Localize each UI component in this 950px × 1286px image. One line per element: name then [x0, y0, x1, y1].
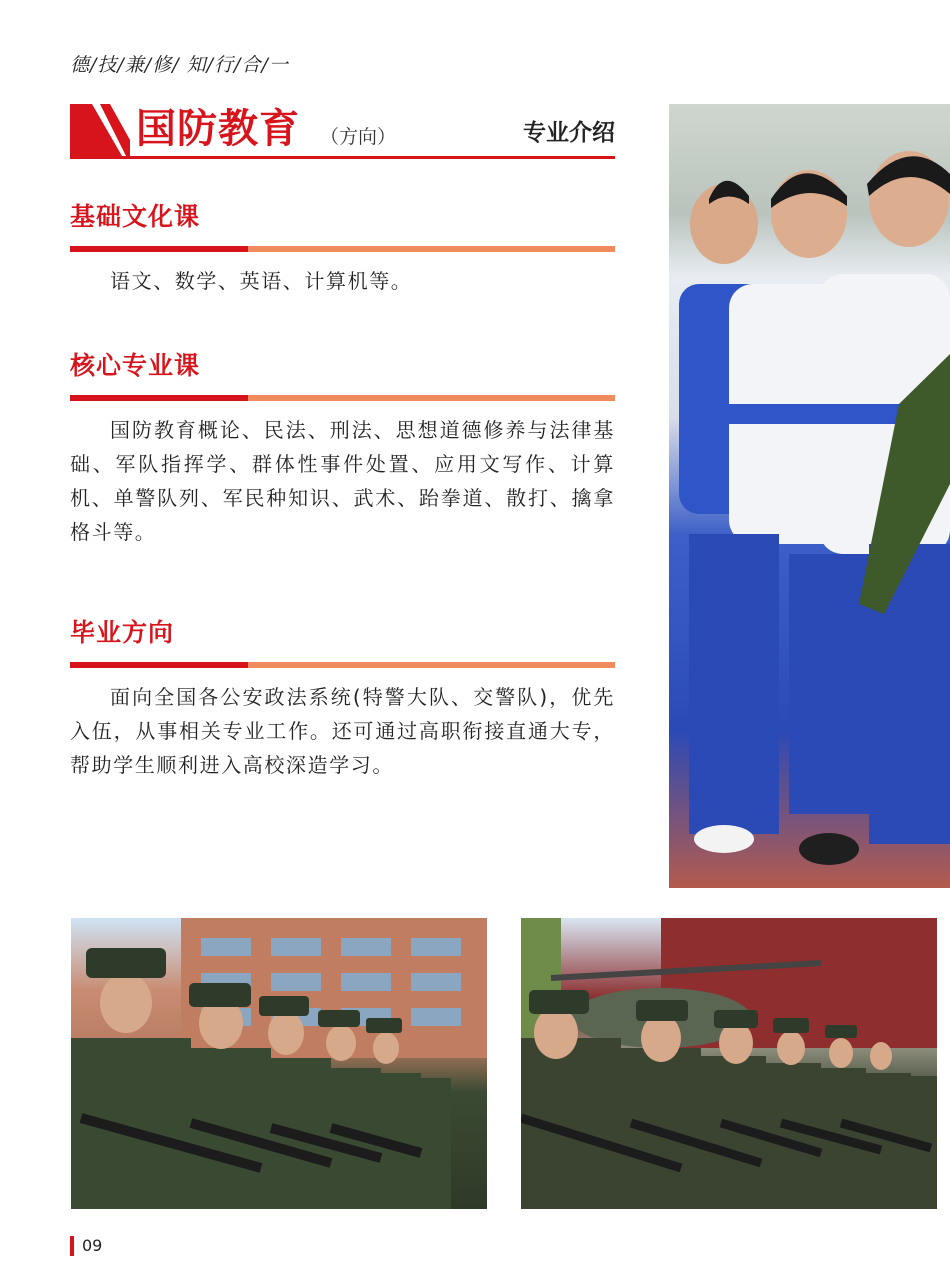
photo-cadets-left	[71, 918, 487, 1209]
photo-students-marching	[669, 104, 950, 888]
page-subtitle: （方向）	[320, 126, 397, 148]
section-divider	[70, 395, 615, 401]
section-career-direction	[70, 616, 615, 782]
cadets-helicopter-illustration	[521, 918, 937, 1209]
section-body: 面向全国各公安政法系统(特警大队、交警队)，优先入伍，从事相关专业工作。还可通过高职衔接直通大专，帮助学生顺利进入高校深造学习。	[70, 685, 615, 777]
page-header	[70, 104, 615, 159]
section-divider	[70, 662, 615, 668]
section-divider	[70, 246, 615, 252]
header-right-label: 专业介绍	[523, 120, 615, 146]
photo-cadets-right	[521, 918, 937, 1209]
page-number: 09	[70, 1236, 102, 1256]
section-body: 国防教育概论、民法、刑法、思想道德修养与法律基础、军队指挥学、群体性事件处置、应用文写作、计算机、单警队列、军民种知识、武术、跆拳道、散打、擒拿格斗等。	[70, 418, 615, 544]
marching-illustration	[669, 104, 950, 888]
slash-mark-icon	[70, 104, 130, 156]
section-title: 毕业方向	[70, 618, 175, 647]
motto: 德/技/兼/修/ 知/行/合/一	[70, 54, 289, 76]
section-title: 基础文化课	[70, 202, 201, 231]
cadets-illustration	[71, 918, 487, 1209]
section-core-courses	[70, 349, 615, 549]
section-body: 语文、数学、英语、计算机等。	[110, 269, 413, 293]
section-title: 核心专业课	[70, 351, 201, 380]
page-title: 国防教育	[136, 106, 300, 152]
section-basic-courses	[70, 200, 615, 298]
